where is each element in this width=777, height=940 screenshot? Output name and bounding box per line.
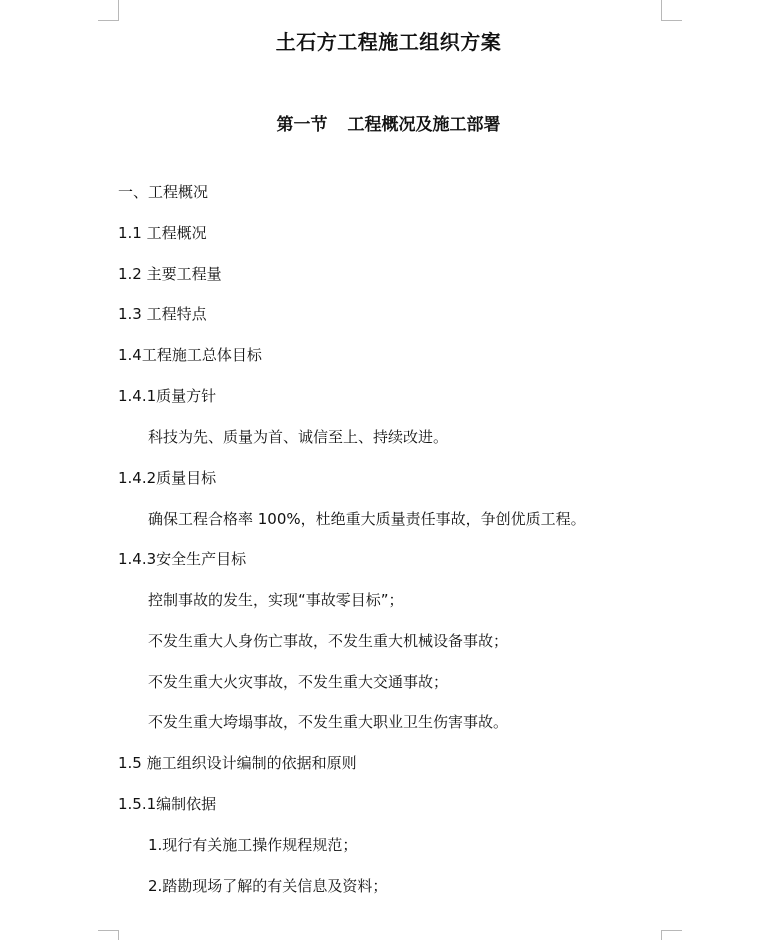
body-paragraph: 科技为先、质量为首、诚信至上、持续改进。 bbox=[148, 428, 449, 446]
heading-1-1: 1.1 工程概况 bbox=[118, 224, 207, 242]
heading-1-5-1: 1.5.1编制依据 bbox=[118, 795, 217, 813]
heading-1-4: 1.4工程施工总体目标 bbox=[118, 346, 262, 364]
page-corner-mark bbox=[98, 0, 119, 21]
heading-1-5: 1.5 施工组织设计编制的依据和原则 bbox=[118, 754, 357, 772]
heading-1-2: 1.2 主要工程量 bbox=[118, 265, 222, 283]
section-heading-text: 工程概况及施工部署 bbox=[347, 115, 501, 135]
heading-1-3: 1.3 工程特点 bbox=[118, 305, 207, 323]
heading-1: 一、工程概况 bbox=[118, 183, 209, 201]
body-paragraph: 不发生重大人身伤亡事故，不发生重大机械设备事故； bbox=[148, 632, 509, 650]
body-paragraph: 不发生重大火灾事故，不发生重大交通事故； bbox=[148, 673, 449, 691]
list-item: 1.现行有关施工操作规程规范； bbox=[148, 836, 358, 854]
section-number: 第一节 bbox=[276, 115, 328, 135]
list-item: 2.踏勘现场了解的有关信息及资料； bbox=[148, 877, 388, 895]
heading-1-4-2: 1.4.2质量目标 bbox=[118, 469, 217, 487]
document-title: 土石方工程施工组织方案 bbox=[275, 30, 502, 54]
body-paragraph: 不发生重大垮塌事故，不发生重大职业卫生伤害事故。 bbox=[148, 713, 509, 731]
page-corner-mark bbox=[661, 0, 682, 21]
heading-1-4-3: 1.4.3安全生产目标 bbox=[118, 550, 247, 568]
body-paragraph: 确保工程合格率 100%，杜绝重大质量责任事故，争创优质工程。 bbox=[148, 510, 586, 528]
section-title bbox=[0, 110, 777, 135]
heading-1-4-1: 1.4.1质量方针 bbox=[118, 387, 217, 405]
body-paragraph: 控制事故的发生，实现“事故零目标”； bbox=[148, 591, 404, 609]
